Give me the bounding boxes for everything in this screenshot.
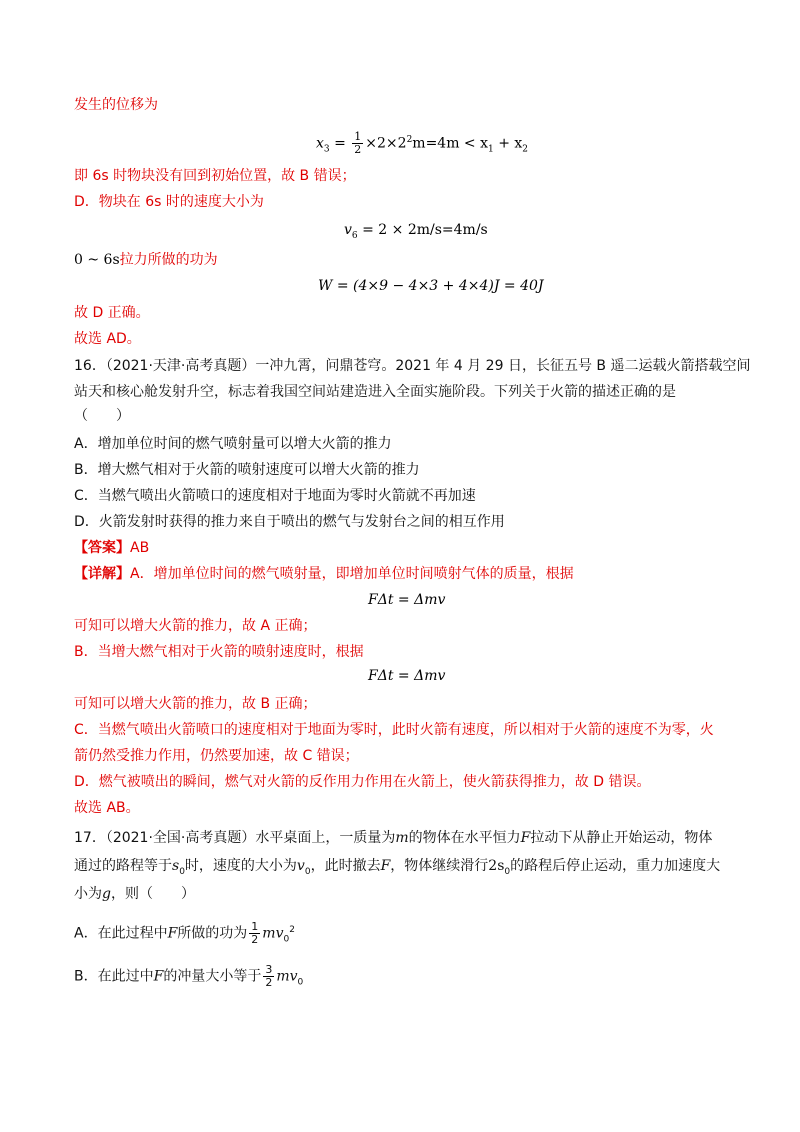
question-17-stem: 17．（2021·全国·高考真题）水平桌面上，一质量为m的物体在水平恒力F拉动下从静止开始运动，物体: [74, 830, 713, 846]
question-16-stem: 16．（2021·天津·高考真题）一冲九霄，问鼎苍穹。2021 年 4 月 29 日，长征五号 B 遥二运载火箭搭载空间: [74, 358, 751, 374]
text-line: B．当增大燃气相对于火箭的喷射速度时，根据: [74, 644, 364, 660]
text-line: 可知可以增大火箭的推力，故 B 正确；: [74, 696, 317, 712]
text-line: 故选 AB。: [74, 800, 140, 816]
option-a: A．增加单位时间的燃气喷射量可以增大火箭的推力: [74, 436, 392, 452]
equation-momentum: FΔt = Δmv: [368, 668, 446, 684]
text-line: D．燃气被喷出的瞬间，燃气对火箭的反作用力作用在火箭上，使火箭获得推力，故 D 错误。: [74, 774, 651, 790]
text-line: 可知可以增大火箭的推力，故 A 正确；: [74, 618, 317, 634]
equation-displacement: $x_3$ = $\frac{1}{2}$ $\times 2\times 2^2m=4m < x_1 + x_2$: [316, 130, 529, 157]
equation-momentum: FΔt = Δmv: [368, 592, 446, 608]
equation-velocity: $v_6 = 2 \times 2m/s=4m/s$: [344, 222, 488, 241]
text-line: 箭仍然受推力作用，仍然要加速，故 C 错误；: [74, 748, 359, 764]
text-line: 即 6s 时物块没有回到初始位置，故 B 错误；: [74, 168, 356, 184]
option-c: C．当燃气喷出火箭喷口的速度相对于地面为零时火箭就不再加速: [74, 488, 476, 504]
question-17-stem: 小为g，则（ ）: [74, 886, 195, 902]
detail-line: 【详解】A．增加单位时间的燃气喷射量，即增加单位时间喷射气体的质量，根据: [74, 566, 574, 582]
option-b: B．在此过中F的冲量大小等于 $\frac{3}{2}$ $mv_0$: [74, 963, 304, 989]
equation-work: W = (4×9 − 4×3 + 4×4)J = 40J: [318, 278, 544, 294]
text-line: C．当燃气喷出火箭喷口的速度相对于地面为零时，此时火箭有速度，所以相对于火箭的速度不为零，火: [74, 722, 714, 738]
question-16-stem: 站天和核心舱发射升空，标志着我国空间站建造进入全面实施阶段。下列关于火箭的描述正确的是: [74, 384, 676, 400]
option-b: B．增大燃气相对于火箭的喷射速度可以增大火箭的推力: [74, 462, 420, 478]
text-line: 故选 AD。: [74, 331, 141, 347]
option-a: A．在此过程中F所做的功为 $\frac{1}{2}$ $mv_0^2$: [74, 920, 295, 947]
text-line: 0 ~ 6s拉力所做的功为: [74, 252, 218, 268]
answer-line: 【答案】AB: [74, 540, 150, 556]
text-line: D．物块在 6s 时的速度大小为: [74, 194, 264, 210]
text-line: 发生的位移为: [74, 97, 158, 113]
text-line: 故 D 正确。: [74, 305, 150, 321]
question-17-stem: 通过的路程等于$s_0$时，速度的大小为$v_0$，此时撤去F，物体继续滑行$2s_0$的路程后停止运动，重力加速度大: [74, 858, 721, 877]
question-16-blank: （ ）: [74, 408, 130, 424]
option-d: D．火箭发射时获得的推力来自于喷出的燃气与发射台之间的相互作用: [74, 514, 505, 530]
